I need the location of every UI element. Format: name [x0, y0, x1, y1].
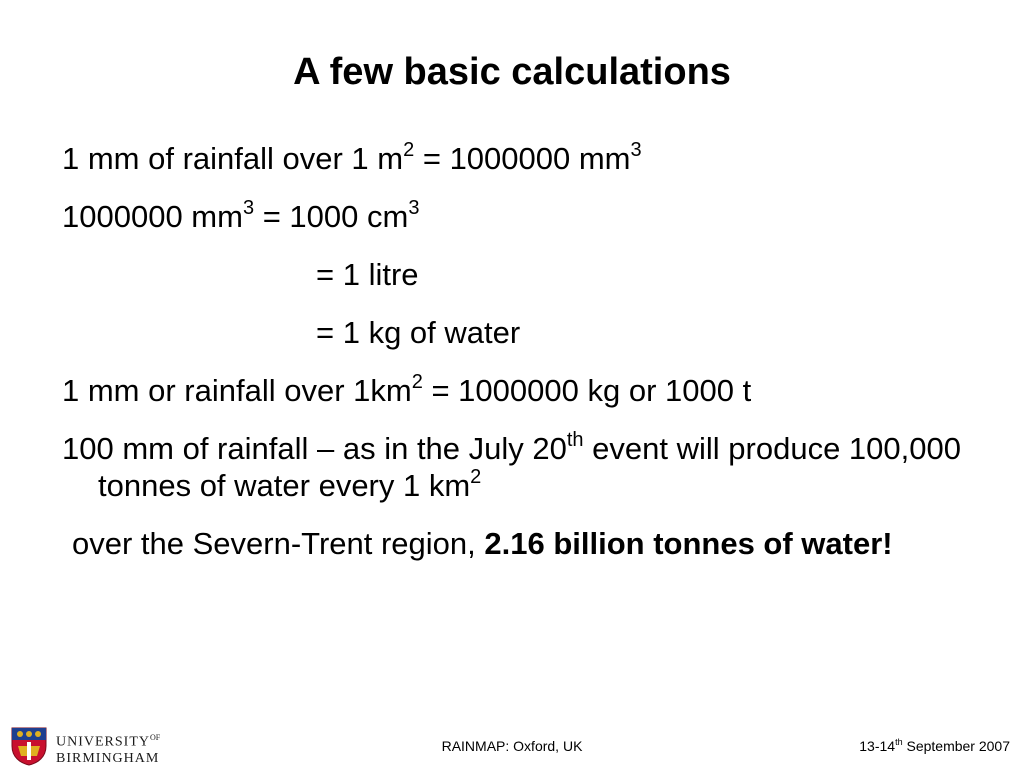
highlight-total: 2.16 billion tonnes of water! — [484, 526, 893, 561]
calc-line-3: = 1 litre — [316, 257, 419, 292]
footer-date: 13-14th September 2007 — [859, 737, 1010, 754]
footer-event: RAINMAP: Oxford, UK — [441, 738, 583, 754]
logo-line-2: BIRMINGHAM — [56, 750, 160, 766]
calc-line-2: 1000000 $mm^3 = 1000$ $cm^3$ — [62, 196, 420, 234]
calc-line-4: = 1 kg of water — [316, 315, 521, 350]
footer — [0, 718, 1024, 768]
slide-title: A few basic calculations — [293, 51, 731, 93]
calc-line-6: 100 mm of rainfall – as in the July 20th event will produce 100,000 tonnes of water every 1 $km^2$ — [62, 428, 961, 503]
calc-line-5: 1 mm or rainfall over $1km^2 = 1000000$ kg or 1000 t — [62, 370, 752, 408]
logo-line-1: $UNIVERSITY^{OF}$ — [56, 733, 161, 750]
calc-line-1: 1 mm of rainfall over 1 $m^2 = 1000000$ $mm^3$ — [62, 138, 642, 176]
slide-body — [62, 140, 982, 583]
calc-line-7: over the Severn-Trent region, 2.16 billion tonnes of water! — [72, 526, 893, 561]
